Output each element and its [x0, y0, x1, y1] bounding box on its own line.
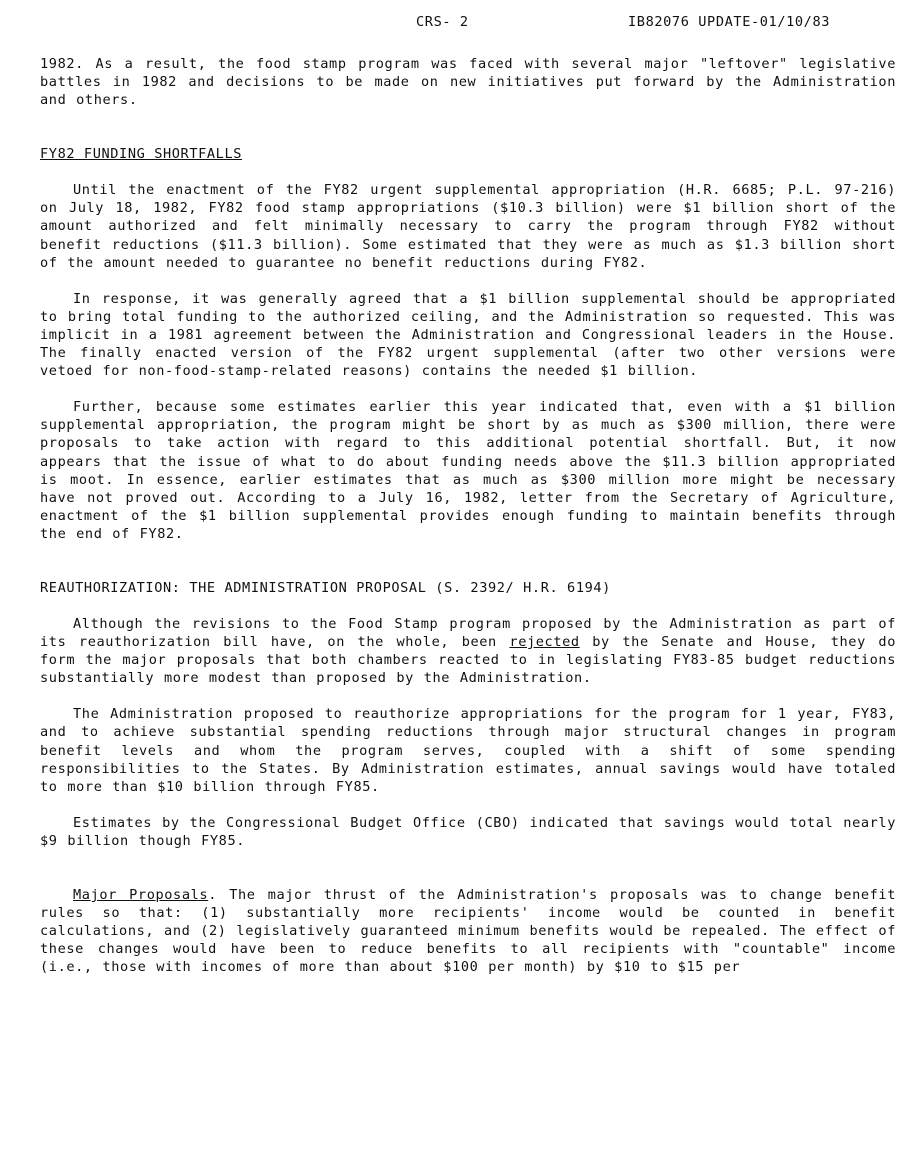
paragraph: Until the enactment of the FY82 urgent supplemental appropriation (H.R. 6685; P.L. 97-216) on July 18, 1982, FY82 food stamp appropriations ($10.3 billion) were $1 billion short of the amount authorized and felt minimally necessary to carry the program through FY82 without benefit reductions ($11.3 billion). Some estimated that they were as much as $1.3 billion short of the amount needed to guarantee no benefit reductions during FY82. [40, 182, 896, 271]
paragraph: Estimates by the Congressional Budget Office (CBO) indicated that savings would total nearly $9 billion though FY85. [40, 814, 896, 849]
page-header [0, 14, 920, 34]
underlined-word: rejected [509, 634, 580, 651]
page-label: CRS- 2 [416, 14, 469, 30]
section-heading-funding-shortfalls: FY82 FUNDING SHORTFALLS [40, 146, 243, 163]
section-heading-reauthorization: REAUTHORIZATION: THE ADMINISTRATION PROPOSAL (S. 2392/ H.R. 6194) [40, 579, 611, 596]
paragraph: Major Proposals. The major thrust of the Administration's proposals was to change benefit rules so that: (1) substantially more recipients' income would be counted in benefit calculations, and (2) legislatively guaranteed minimum benefits would be repealed. The effect of these changes would have been to reduce benefits to all recipients with "countable" income (i.e., those with incomes of more than about $100 per month) by $10 to $15 per [40, 887, 896, 976]
paragraph: In response, it was generally agreed that a $1 billion supplemental should be appropriated to bring total funding to the authorized ceiling, and the Administration so requested. This was implicit in a 1981 agreement between the Administration and Congressional leaders in the House. The finally enacted version of the FY82 urgent supplemental (after two other versions were vetoed for non-food-stamp-related reasons) contains the needed $1 billion. [40, 290, 896, 380]
paragraph: The Administration proposed to reauthorize appropriations for the program for 1 year, FY83, and to achieve substantial spending reductions through major structural changes in program benefit levels and whom the program serves, coupled with a shift of some spending responsibilities to the States. By Administration estimates, annual savings would have totaled to more than $10 billion through FY85. [40, 706, 896, 795]
document-body [40, 55, 896, 976]
paragraph: Although the revisions to the Food Stamp program proposed by the Administration as part of its reauthorization bill have, on the whole, been rejected by the Senate and House, they do form the major proposals that both chambers reacted to in legislating FY83-85 budget reductions substantially more modest than proposed by the Administration. [40, 615, 896, 687]
document-id: IB82076 UPDATE-01/10/83 [628, 14, 831, 30]
run-in-heading: Major Proposals [73, 887, 209, 903]
intro-paragraph: 1982. As a result, the food stamp program was faced with several major "leftover" legislative battles in 1982 and decisions to be made on new initiatives put forward by the Administration and others. [40, 56, 896, 109]
paragraph: Further, because some estimates earlier this year indicated that, even with a $1 billion supplemental appropriation, the program might be short by as much as $300 million, there were proposals to take action with regard to this additional potential shortfall. But, it now appears that the issue of what to do about funding needs above the $11.3 billion appropriated is moot. In essence, earlier estimates that as much as $300 million more might be necessary have not proved out. According to a July 16, 1982, letter from the Secretary of Agriculture, enactment of the $1 billion supplemental provides enough funding to maintain benefits through the end of FY82. [40, 399, 896, 542]
